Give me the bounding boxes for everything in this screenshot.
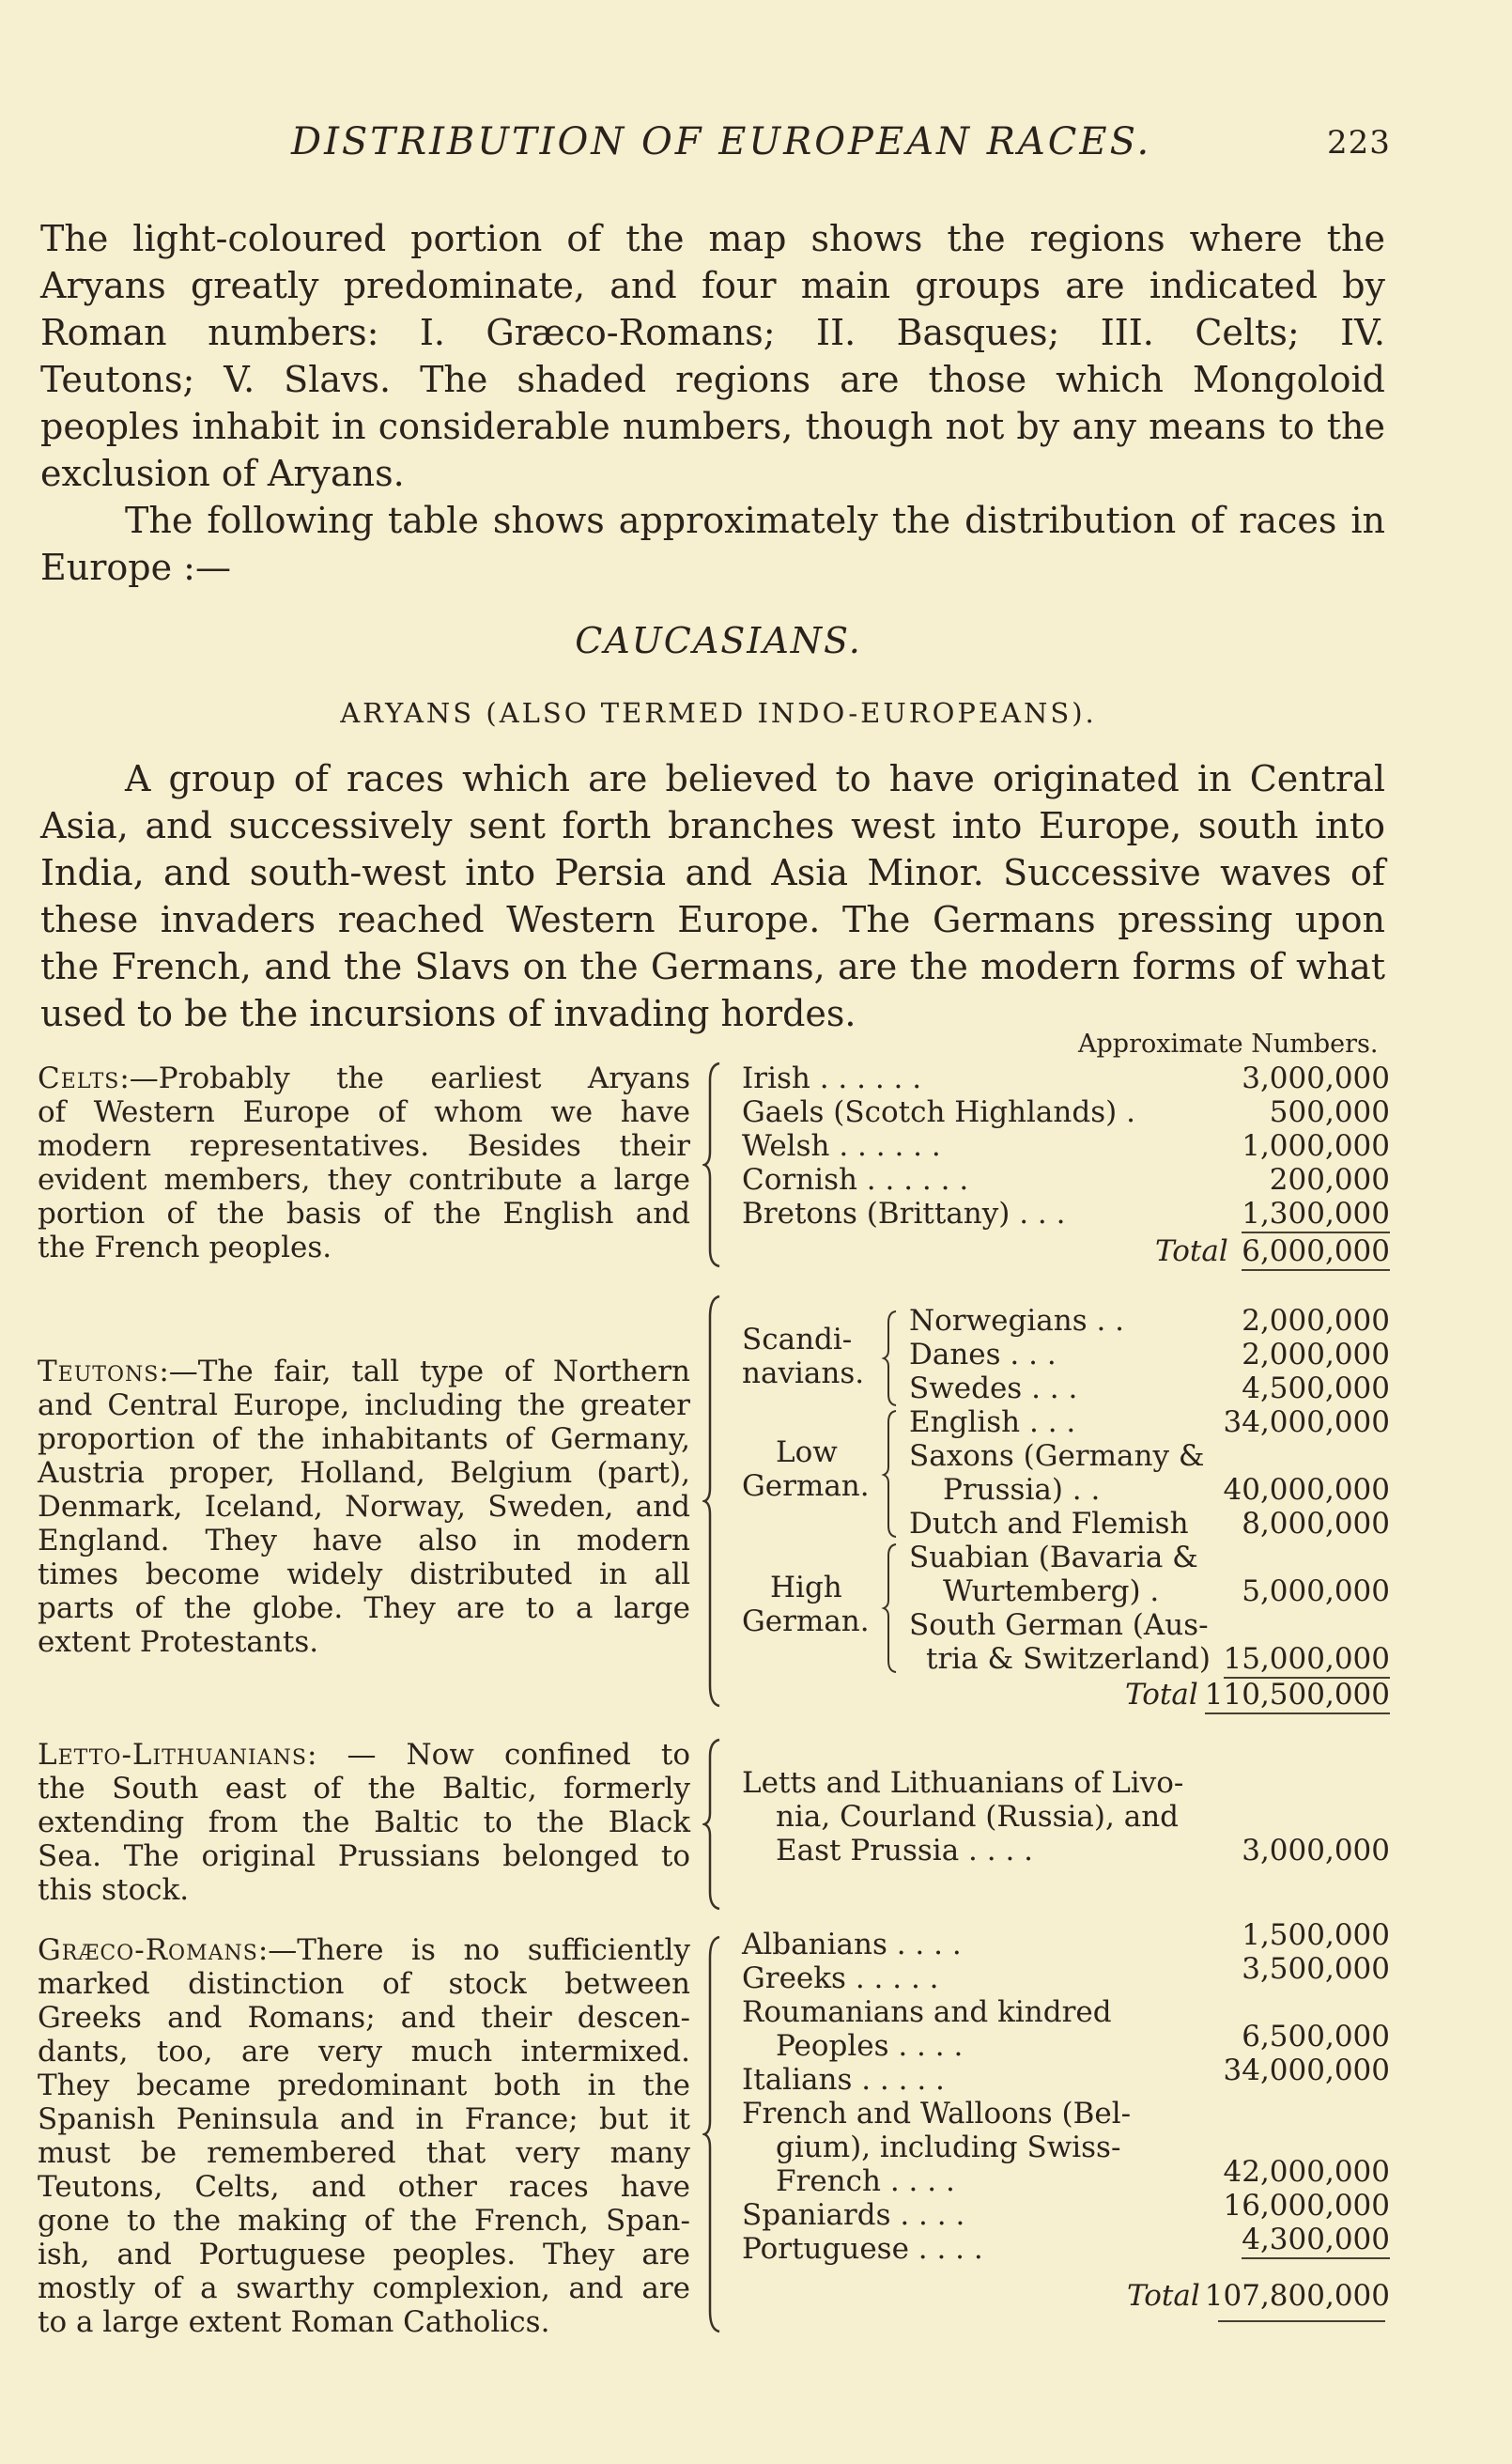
text-line: Sea. The original Prussians belonged to — [38, 1839, 690, 1873]
table-row-value: 2,000,000 — [1242, 1338, 1390, 1371]
table-row-label: Roumanians and kindred — [742, 1995, 1112, 2029]
text-line: parts of the globe. They are to a large — [38, 1591, 690, 1625]
text-line: mostly of a swarthy complexion, and are — [38, 2271, 690, 2305]
table-row-label: Norwegians . . — [909, 1304, 1125, 1338]
table-row-label: Welsh . . . . . . — [742, 1129, 941, 1163]
table-row-value: 3,000,000 — [1242, 1834, 1390, 1867]
text-line: marked distinction of stock between — [38, 1967, 690, 2001]
total-label: Total — [1125, 1678, 1198, 1712]
intro-paragraph-1 — [40, 215, 1385, 497]
graeco-brace — [702, 1935, 725, 2333]
underlined-value: 4,300,000 — [1242, 2223, 1390, 2259]
underlined-value: 15,000,000 — [1224, 1642, 1391, 1679]
table-row-label: Danes . . . — [909, 1338, 1057, 1371]
letto-label: Letto-Lithuanians — [38, 1738, 307, 1772]
table-row-label: Gaels (Scotch Highlands) . — [742, 1095, 1135, 1129]
table-row-label: Letts and Lithuanians of Livo- — [742, 1766, 1184, 1800]
closing-rule — [1218, 2320, 1385, 2322]
letto-table — [742, 1766, 1390, 1879]
text-line: Teutons; V. Slavs. The shaded regions are those which Mongoloid — [40, 359, 1385, 400]
teutons-label: Teutons — [38, 1355, 160, 1388]
table-row-value: 1,500,000 — [1242, 1918, 1390, 1952]
approximate-numbers-header: Approximate Numbers. — [1078, 1030, 1379, 1059]
table-row-value: 34,000,000 — [1223, 2053, 1390, 2087]
text-line: Spanish Peninsula and in France; but it — [38, 2102, 690, 2136]
text-line: Teutons, Celts, and other races have — [38, 2170, 690, 2204]
total-value — [1202, 1234, 1390, 1268]
celts-description — [38, 1062, 690, 1264]
table-row-label: French and Walloons (Bel- — [742, 2097, 1132, 2131]
page-number: 223 — [1327, 124, 1391, 162]
low-german-brace — [881, 1409, 900, 1539]
table-row-value: 42,000,000 — [1223, 2155, 1390, 2189]
underlined-value: 1,300,000 — [1242, 1197, 1390, 1233]
graeco-description — [38, 1933, 690, 2339]
table-row-label: Cornish . . . . . . — [742, 1163, 969, 1197]
total-value — [1202, 1678, 1390, 1712]
group-label-scandinavians: navians. — [742, 1356, 865, 1390]
table-row-label: Irish . . . . . . — [742, 1062, 922, 1095]
table-row-label: French . . . . — [776, 2164, 955, 2198]
group-label-low-german: Low — [776, 1435, 838, 1469]
text-line: ish, and Portuguese peoples. They are — [38, 2238, 690, 2271]
text-line: of Western Europe of whom we have — [38, 1095, 690, 1129]
table-row-label: East Prussia . . . . — [776, 1834, 1034, 1867]
table-row-value: 3,000,000 — [1242, 1062, 1390, 1095]
table-row-value: 2,000,000 — [1242, 1304, 1390, 1338]
aryans-paragraph — [40, 755, 1385, 1037]
table-row-label: Prussia) . . — [943, 1473, 1101, 1507]
section-subtitle: ARYANS (ALSO TERMED INDO-EUROPEANS). — [340, 697, 1097, 729]
scandinavians-brace — [881, 1309, 900, 1407]
text-line: modern representatives. Besides their — [38, 1129, 690, 1163]
text-line: Greeks and Romans; and their descen- — [38, 2001, 690, 2035]
underlined-total: 6,000,000 — [1242, 1234, 1390, 1271]
text-line: the French, and the Slavs on the Germans, are the modern forms of what — [40, 946, 1385, 987]
table-row-label: Suabian (Bavaria & — [909, 1541, 1198, 1574]
text-line: The light-coloured portion of the map shows the regions where the — [40, 218, 1385, 259]
table-row-value: 6,500,000 — [1242, 2020, 1390, 2053]
teutons-group-labels — [742, 1306, 883, 1681]
table-row-value — [1202, 1642, 1390, 1676]
table-row-label: Swedes . . . — [909, 1371, 1078, 1405]
underlined-total: 110,500,000 — [1205, 1678, 1390, 1714]
total-value: 107,800,000 — [1204, 2279, 1390, 2313]
table-row-value — [1202, 2223, 1390, 2256]
letto-brace — [702, 1738, 725, 1911]
table-row-label: nia, Courland (Russia), and — [776, 1800, 1180, 1834]
text-line: Aryans greatly predominate, and four main groups are indicated by — [40, 265, 1385, 306]
total-label: Total — [1155, 1234, 1228, 1268]
group-label-high-german: High — [770, 1571, 842, 1604]
text-line: extent Protestants. — [38, 1625, 319, 1659]
table-row-value: 200,000 — [1269, 1163, 1390, 1197]
teutons-brace — [702, 1294, 725, 1708]
table-row-label: Albanians . . . . — [742, 1928, 962, 1961]
celts-table — [742, 1062, 1390, 1268]
high-german-brace — [881, 1542, 900, 1674]
text-line: They became predominant both in the — [38, 2069, 690, 2102]
text-line: this stock. — [38, 1873, 190, 1907]
text-line: proportion of the inhabitants of Germany, — [38, 1422, 690, 1456]
table-row-value: 500,000 — [1269, 1095, 1390, 1129]
section-title: CAUCASIANS. — [575, 620, 862, 661]
table-row-label: Italians . . . . . — [742, 2063, 945, 2097]
celts-label: Celts — [38, 1062, 120, 1095]
text-line: :—The fair, tall type of Northern — [159, 1355, 690, 1388]
text-line: Asia, and successively sent forth branches west into Europe, south into — [40, 805, 1385, 846]
text-line: dants, too, are very much intermixed. — [38, 2035, 690, 2069]
text-line: Austria proper, Holland, Belgium (part), — [38, 1456, 690, 1490]
text-line: Europe :— — [40, 547, 231, 588]
table-row-label: Wurtemberg) . — [943, 1574, 1160, 1608]
text-line: The following table shows approximately the distribution of races in — [125, 500, 1385, 541]
graeco-table — [742, 1918, 1390, 2341]
text-line: exclusion of Aryans. — [40, 453, 405, 494]
text-line: the French peoples. — [38, 1231, 332, 1264]
text-line: : — Now confined to — [306, 1738, 690, 1772]
celts-brace — [702, 1062, 725, 1268]
text-line: Denmark, Iceland, Norway, Sweden, and — [38, 1490, 690, 1524]
text-line: gone to the making of the French, Span- — [38, 2204, 690, 2238]
group-label-high-german: German. — [742, 1604, 870, 1638]
table-row-label: English . . . — [909, 1405, 1076, 1439]
text-line: A group of races which are believed to have originated in Central — [125, 758, 1385, 799]
table-row-value: 5,000,000 — [1242, 1574, 1390, 1608]
table-row-value: 40,000,000 — [1223, 1473, 1390, 1507]
table-row-value: 3,500,000 — [1242, 1952, 1390, 1986]
group-label-low-german: German. — [742, 1469, 870, 1503]
intro-paragraph-2 — [40, 497, 1385, 591]
text-line: times become widely distributed in all — [38, 1557, 690, 1591]
table-row-label: Peoples . . . . — [776, 2029, 964, 2063]
graeco-label: Græco-Romans — [38, 1933, 258, 1967]
table-row-label: Dutch and Flemish — [909, 1507, 1189, 1541]
table-row-label: South German (Aus- — [909, 1608, 1209, 1642]
running-title: DISTRIBUTION OF EUROPEAN RACES. — [291, 120, 1152, 163]
text-line: peoples inhabit in considerable numbers, though not by any means to the — [40, 406, 1385, 447]
text-line: England. They have also in modern — [38, 1524, 690, 1557]
text-line: evident members, they contribute a large — [38, 1163, 690, 1197]
text-line: Roman numbers: I. Græco-Romans; II. Basques; III. Celts; IV. — [40, 312, 1385, 353]
table-row-value: 8,000,000 — [1242, 1507, 1390, 1541]
text-line: the South east of the Baltic, formerly — [38, 1772, 690, 1805]
text-line: extending from the Baltic to the Black — [38, 1805, 690, 1839]
total-label: Total — [1127, 2279, 1200, 2313]
text-line: :—There is no sufficiently — [257, 1933, 690, 1967]
table-row-label: gium), including Swiss- — [776, 2131, 1121, 2164]
text-line: portion of the basis of the English and — [38, 1197, 690, 1231]
text-line: to a large extent Roman Catholics. — [38, 2305, 550, 2339]
teutons-description — [38, 1355, 690, 1659]
table-row-value: 34,000,000 — [1223, 1405, 1390, 1439]
table-row-label: Saxons (Germany & — [909, 1439, 1205, 1473]
table-row-label: Greeks . . . . . — [742, 1961, 939, 1995]
teutons-table — [909, 1304, 1390, 1717]
table-row-value: 4,500,000 — [1242, 1371, 1390, 1405]
text-line: must be remembered that very many — [38, 2136, 690, 2170]
text-line: these invaders reached Western Europe. The Germans pressing upon — [40, 899, 1385, 940]
text-line: used to be the incursions of invading hordes. — [40, 993, 856, 1034]
table-row-value — [1202, 1197, 1390, 1231]
table-row-value: 1,000,000 — [1242, 1129, 1390, 1163]
text-line: and Central Europe, including the greater — [38, 1388, 690, 1422]
text-line: India, and south-west into Persia and Asia Minor. Successive waves of — [40, 852, 1385, 893]
table-row-value: 16,000,000 — [1223, 2189, 1390, 2223]
group-label-scandinavians: Scandi- — [742, 1323, 853, 1356]
text-line: :—Probably the earliest Aryans — [119, 1062, 690, 1095]
table-row-label: Portuguese . . . . — [742, 2232, 983, 2266]
letto-description — [38, 1738, 690, 1907]
table-row-label: Spaniards . . . . — [742, 2198, 965, 2232]
table-row-label: Bretons (Brittany) . . . — [742, 1197, 1066, 1231]
table-row-label: tria & Switzerland) — [926, 1642, 1211, 1676]
